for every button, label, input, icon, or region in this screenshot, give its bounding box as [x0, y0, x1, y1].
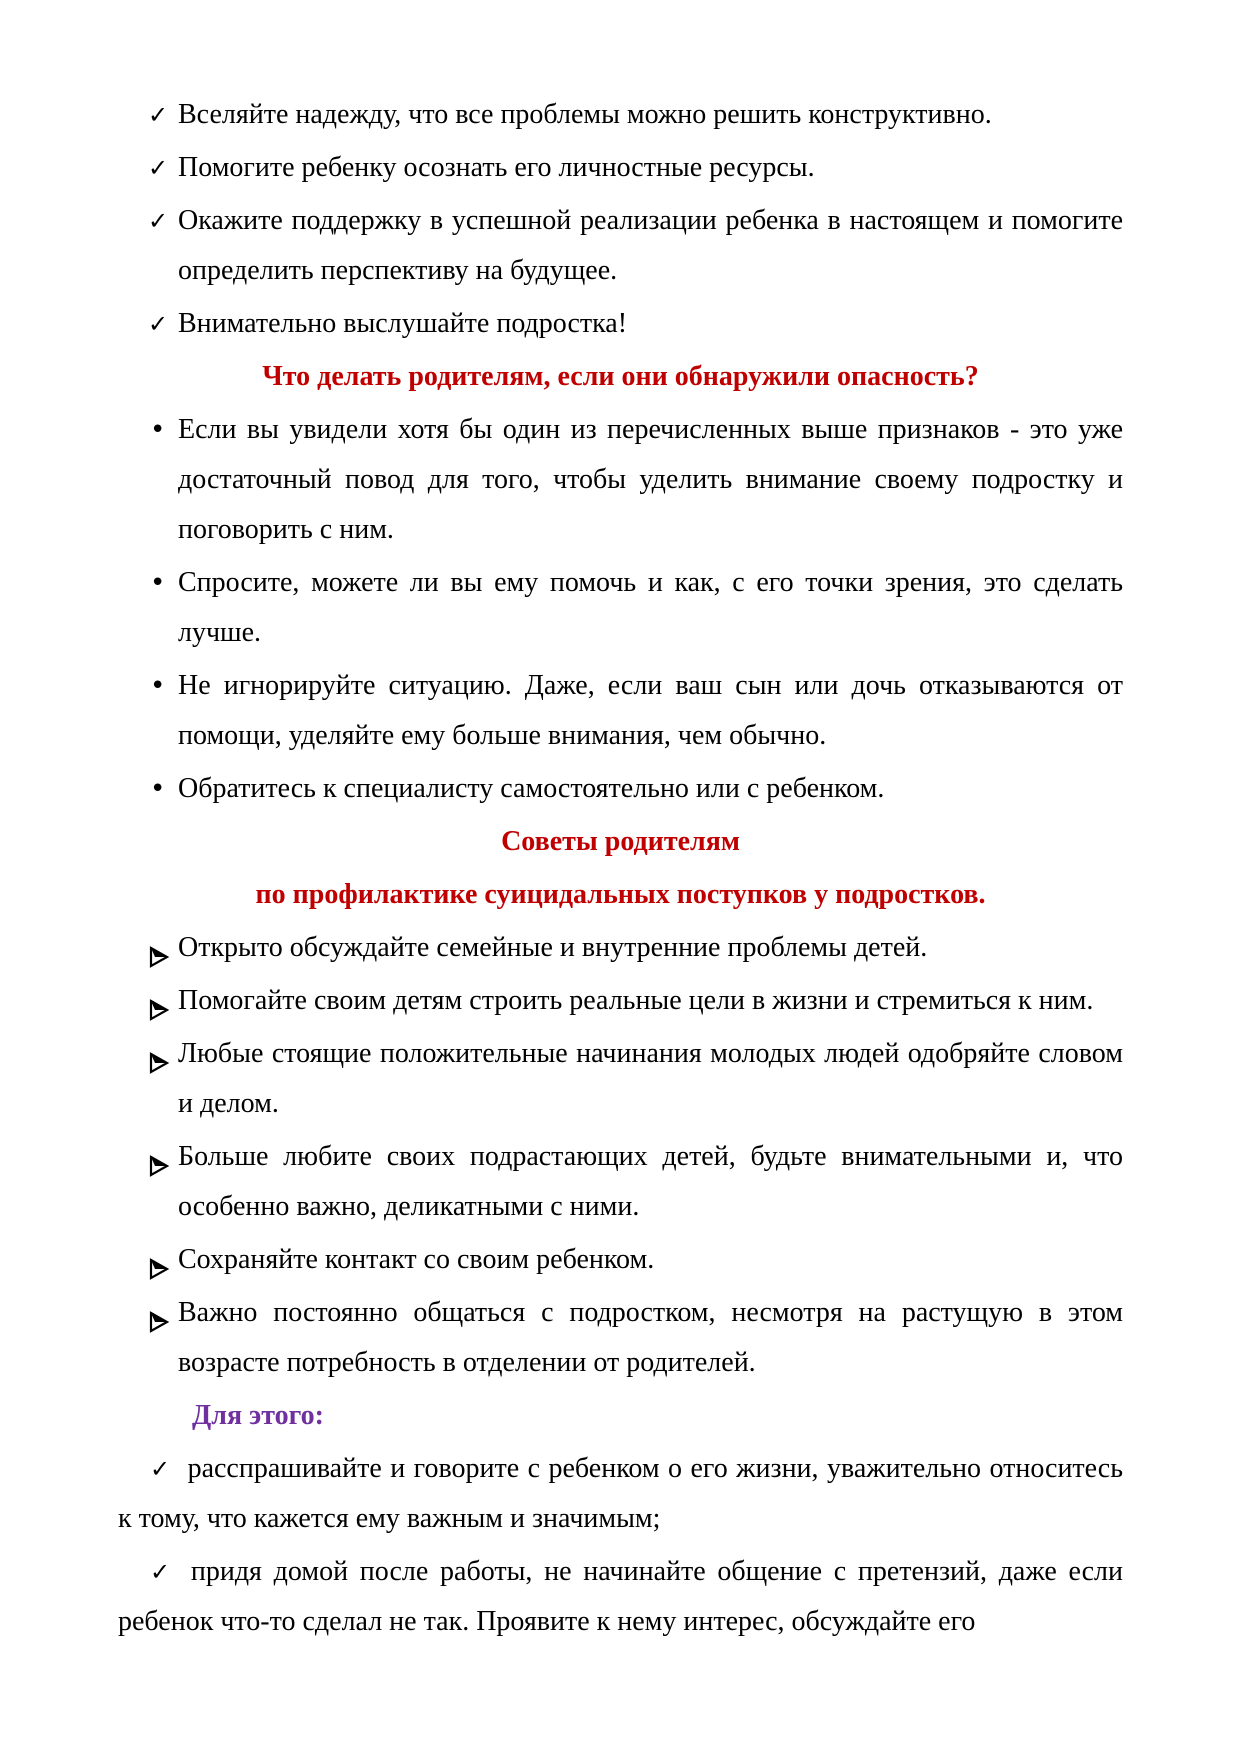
bullet-item-text: Не игнорируйте ситуацию. Даже, если ваш сын или дочь отказываются от помощи, уделяйте ему больше внимания, чем обычно.: [178, 670, 1123, 751]
bullet-icon: •: [150, 415, 166, 445]
check-item-text: Окажите поддержку в успешной реализации ребенка в настоящем и помогите определить перспективу на будущее.: [178, 205, 1123, 286]
check-paragraph-text: придя домой после работы, не начинайте общение с претензий, даже если ребенок что-то сделал не так. Проявите к нему интерес, обсуждайте его: [118, 1556, 1123, 1637]
arrow-list-item: [118, 1029, 1123, 1129]
check-icon: ✓: [148, 101, 169, 129]
bullet-list-item: [118, 764, 1123, 814]
check-item-text: Вселяйте надежду, что все проблемы можно решить конструктивно.: [178, 99, 992, 130]
check-paragraph-text: расспрашивайте и говорите с ребенком о его жизни, уважительно относитесь к тому, что кажется ему важным и значимым;: [118, 1453, 1123, 1534]
check-icon: ✓: [148, 310, 169, 338]
arrow-list-item: [118, 923, 1123, 973]
arrowhead-right-icon: [148, 1301, 176, 1351]
arrow-item-text: Важно постоянно общаться с подростком, несмотря на растущую в этом возрасте потребность в отделении от родителей.: [178, 1297, 1123, 1378]
check-list-item: [118, 90, 1123, 140]
check-icon: ✓: [150, 1455, 172, 1483]
check-icon: ✓: [148, 207, 169, 235]
heading-danger: Что делать родителям, если они обнаружили опасность?: [262, 361, 979, 392]
arrow-list-item: [118, 1132, 1123, 1232]
bullet-item-text: Если вы увидели хотя бы один из перечисленных выше признаков - это уже достаточный повод для того, чтобы уделить внимание своему подростку и поговорить с ним.: [178, 414, 1123, 545]
check-paragraph: [118, 1547, 1123, 1647]
check-list-item: [118, 299, 1123, 349]
check-item-text: Помогите ребенку осознать его личностные ресурсы.: [178, 152, 815, 183]
arrowhead-right-icon: [148, 1145, 176, 1195]
check-paragraph: [118, 1444, 1123, 1544]
bullet-item-text: Обратитесь к специалисту самостоятельно или с ребенком.: [178, 773, 885, 804]
bullet-icon: •: [150, 568, 166, 598]
bullet-list-item: [118, 661, 1123, 761]
bullet-icon: •: [150, 671, 166, 701]
arrow-item-text: Сохраняйте контакт со своим ребенком.: [178, 1244, 655, 1275]
check-item-text: Внимательно выслушайте подростка!: [178, 308, 628, 339]
check-list-item: [118, 196, 1123, 296]
arrow-item-text: Больше любите своих подрастающих детей, будьте внимательными и, что особенно важно, деликатными с ними.: [178, 1141, 1123, 1222]
check-icon: ✓: [148, 154, 169, 182]
bullet-list-item: [118, 558, 1123, 658]
bullet-list-item: [118, 405, 1123, 555]
arrow-item-text: Открыто обсуждайте семейные и внутренние проблемы детей.: [178, 932, 928, 963]
heading-advice-line1: Советы родителям: [501, 826, 740, 857]
check-icon: ✓: [150, 1558, 175, 1586]
arrow-list-item: [118, 1235, 1123, 1285]
arrow-item-text: Помогайте своим детям строить реальные цели в жизни и стремиться к ним.: [178, 985, 1094, 1016]
check-list-item: [118, 143, 1123, 193]
bullet-icon: •: [150, 774, 166, 804]
arrow-list-item: [118, 1288, 1123, 1388]
bullet-item-text: Спросите, можете ли вы ему помочь и как, с его точки зрения, это сделать лучше.: [178, 567, 1123, 648]
subheading-for-this: Для этого:: [192, 1400, 324, 1431]
arrow-list-item: [118, 976, 1123, 1026]
arrowhead-right-icon: [148, 1042, 176, 1092]
heading-advice-line2: по профилактике суицидальных поступков у подростков.: [255, 879, 986, 910]
arrow-item-text: Любые стоящие положительные начинания молодых людей одобряйте словом и делом.: [178, 1038, 1123, 1119]
